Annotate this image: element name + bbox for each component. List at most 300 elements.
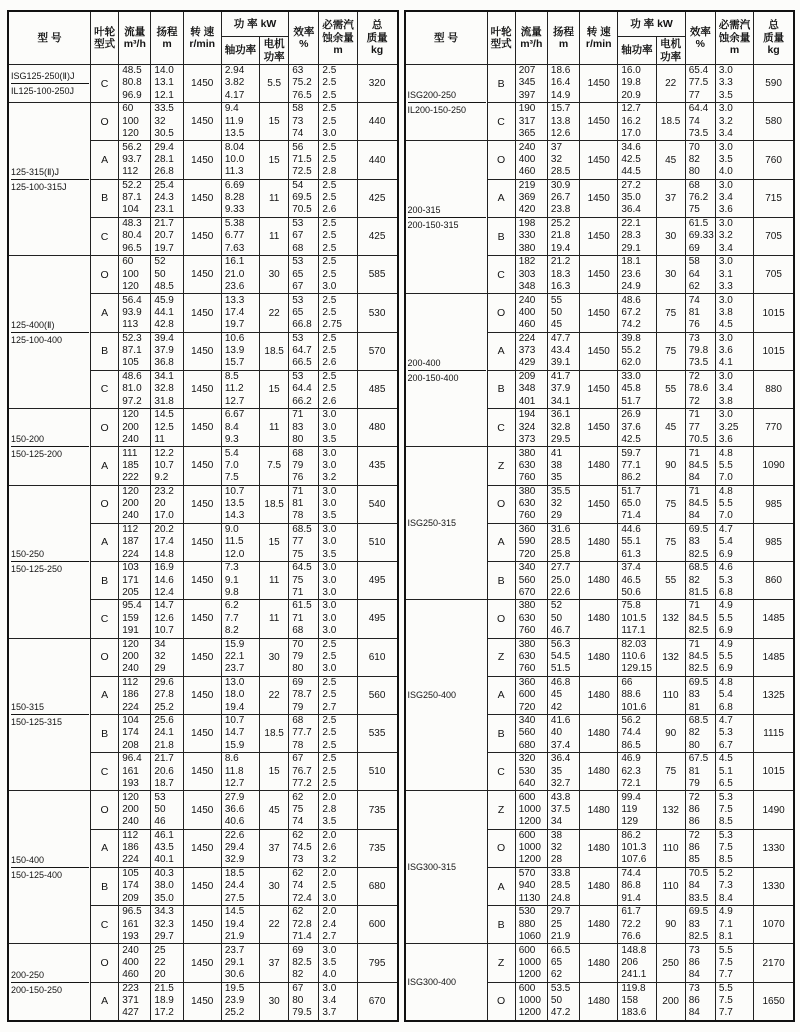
motor-power-cell: 22 xyxy=(260,676,289,714)
flow-cell-value: 460 xyxy=(518,319,536,331)
npsh-cell xyxy=(319,867,357,905)
shaft-power-cell-value: 19.4 xyxy=(224,701,245,713)
efficiency-cell xyxy=(289,714,319,752)
model-cell xyxy=(8,65,91,103)
flow-cell-value: 52.3 xyxy=(122,332,142,344)
head-cell-value: 23.8 xyxy=(550,204,571,216)
efficiency-cell-value: 62 xyxy=(292,906,304,918)
head-cell xyxy=(151,829,183,867)
impeller-type-cell: B xyxy=(487,714,515,752)
head-cell-value: 34 xyxy=(154,638,166,650)
head-cell-value: 12.2 xyxy=(154,447,174,459)
flow-cell-value: 371 xyxy=(122,995,139,1007)
efficiency-cell-value: 84 xyxy=(688,472,700,484)
npsh-cell-value: 2.5 xyxy=(322,345,337,357)
shaft-power-cell-value: 10.6 xyxy=(224,332,245,344)
flow-cell xyxy=(119,485,151,523)
flow-cell-value: 400 xyxy=(518,306,536,318)
npsh-cell-value: 5.5 xyxy=(718,650,733,662)
efficiency-cell-value: 74 xyxy=(688,294,700,306)
head-cell xyxy=(547,103,579,141)
speed-cell: 1450 xyxy=(183,638,221,676)
flow-cell-value: 1200 xyxy=(518,854,541,866)
head-cell xyxy=(151,141,183,179)
shaft-power-cell xyxy=(221,638,259,676)
head-cell-value: 20.6 xyxy=(154,765,174,777)
flow-cell-value: 1000 xyxy=(518,842,541,854)
head-cell-value: 50 xyxy=(550,612,563,624)
flow-cell-value: 1200 xyxy=(518,816,541,828)
mass-cell: 610 xyxy=(357,638,397,676)
npsh-cell-value: 3.0 xyxy=(718,332,733,344)
speed-cell: 1450 xyxy=(183,562,221,600)
efficiency-cell xyxy=(685,753,715,791)
speed-cell: 1480 xyxy=(580,676,618,714)
npsh-cell-value: 2.6 xyxy=(322,842,337,854)
npsh-cell-value: 2.5 xyxy=(322,230,337,242)
impeller-type-cell: A xyxy=(91,294,119,332)
efficiency-cell-value: 75 xyxy=(292,574,304,586)
head-cell-value: 19.4 xyxy=(550,242,571,254)
npsh-cell-value: 3.0 xyxy=(322,600,337,612)
npsh-cell-value: 2.5 xyxy=(322,103,337,115)
npsh-cell-value: 7.7 xyxy=(718,1007,733,1019)
npsh-cell-value: 5.4 xyxy=(718,536,733,548)
npsh-cell xyxy=(319,676,357,714)
speed-cell: 1450 xyxy=(580,217,618,255)
head-cell-value: 12.4 xyxy=(154,586,174,598)
efficiency-cell-value: 69.5 xyxy=(292,192,312,204)
efficiency-cell xyxy=(289,256,319,294)
efficiency-cell-value: 73 xyxy=(688,332,700,344)
efficiency-cell-value: 53 xyxy=(292,294,304,306)
npsh-cell-value: 2.5 xyxy=(322,753,337,765)
speed-cell: 1450 xyxy=(183,141,221,179)
mass-cell: 1015 xyxy=(754,332,794,370)
shaft-power-cell-value: 12.7 xyxy=(224,395,245,407)
flow-cell-value: 1200 xyxy=(518,969,541,981)
npsh-cell-value: 4.6 xyxy=(718,562,733,574)
header-efficiency: 效率 % xyxy=(289,11,319,65)
head-cell-value: 32.3 xyxy=(154,918,174,930)
motor-power-cell: 90 xyxy=(656,906,685,944)
flow-cell-value: 348 xyxy=(518,383,536,395)
npsh-cell-value: 3.2 xyxy=(718,230,733,242)
head-cell-value: 20.2 xyxy=(154,523,174,535)
head-cell-value: 47.2 xyxy=(550,1007,571,1019)
flow-cell-value: 760 xyxy=(518,663,536,675)
shaft-power-cell xyxy=(618,791,656,829)
mass-cell: 735 xyxy=(357,791,397,829)
efficiency-cell-value: 82 xyxy=(688,153,700,165)
mass-cell: 880 xyxy=(754,370,794,408)
shaft-power-cell xyxy=(618,562,656,600)
flow-cell-value: 48.3 xyxy=(122,218,142,230)
efficiency-cell-value: 71 xyxy=(292,409,304,421)
npsh-cell-value: 3.8 xyxy=(718,306,733,318)
npsh-cell xyxy=(715,370,753,408)
header-npsh: 必需汽 蚀余量 m xyxy=(715,11,753,65)
efficiency-cell-value: 73.5 xyxy=(688,128,709,139)
npsh-cell-value: 3.0 xyxy=(322,612,337,624)
flow-cell xyxy=(515,294,547,332)
motor-power-cell: 5.5 xyxy=(260,65,289,103)
flow-cell-value: 100 xyxy=(122,115,139,127)
efficiency-cell-value: 84 xyxy=(688,969,700,981)
npsh-cell-value: 2.5 xyxy=(322,371,337,383)
shaft-power-cell xyxy=(618,753,656,791)
head-cell-value: 40.3 xyxy=(154,868,174,880)
shaft-power-cell-value: 8.6 xyxy=(224,753,239,765)
head-cell-value: 12.6 xyxy=(550,128,571,139)
flow-cell-value: 940 xyxy=(518,880,536,892)
npsh-cell-value: 2.5 xyxy=(322,268,337,280)
efficiency-cell-value: 69.5 xyxy=(688,676,709,688)
head-cell xyxy=(547,714,579,752)
head-cell-value: 16.9 xyxy=(154,562,174,574)
efficiency-cell-value: 72 xyxy=(688,371,700,383)
speed-cell: 1450 xyxy=(580,256,618,294)
head-cell-value: 12.1 xyxy=(154,89,174,101)
npsh-cell-value: 2.5 xyxy=(322,179,337,191)
flow-cell xyxy=(515,217,547,255)
npsh-cell-value: 2.5 xyxy=(322,689,337,701)
flow-cell-value: 193 xyxy=(122,777,139,789)
head-cell-value: 32.7 xyxy=(550,777,571,789)
efficiency-cell-value: 78 xyxy=(292,739,304,751)
flow-cell-value: 240 xyxy=(122,663,139,675)
npsh-cell-value: 3.3 xyxy=(718,77,733,89)
head-cell-value: 47.7 xyxy=(550,332,571,344)
head-cell-value: 25.2 xyxy=(154,701,174,713)
speed-cell: 1450 xyxy=(580,409,618,447)
flow-cell-value: 420 xyxy=(518,204,536,216)
npsh-cell-value: 2.75 xyxy=(322,319,342,331)
head-cell-value: 34 xyxy=(550,816,563,828)
shaft-power-cell xyxy=(618,638,656,676)
shaft-power-cell-value: 12.0 xyxy=(224,548,245,560)
flow-cell xyxy=(119,523,151,561)
shaft-power-cell-value: 11.9 xyxy=(224,115,244,127)
shaft-power-cell xyxy=(618,906,656,944)
efficiency-cell-value: 64.7 xyxy=(292,345,312,357)
shaft-power-cell-value: 74.2 xyxy=(621,319,641,331)
head-cell xyxy=(547,906,579,944)
impeller-type-cell: C xyxy=(91,600,119,638)
model-name: IL125-100-250J xyxy=(11,86,75,97)
efficiency-cell-value: 75 xyxy=(292,548,304,560)
head-cell-value: 38 xyxy=(550,459,563,471)
npsh-cell-value: 2.6 xyxy=(322,357,337,369)
efficiency-cell-value: 71.4 xyxy=(292,930,312,942)
efficiency-cell-value: 83 xyxy=(688,689,700,701)
flow-cell-value: 120 xyxy=(122,128,139,139)
npsh-cell-value: 4.5 xyxy=(718,753,733,765)
flow-cell xyxy=(119,676,151,714)
header-head: 扬程 m xyxy=(547,11,579,65)
head-cell-value: 23.1 xyxy=(154,204,174,216)
efficiency-cell xyxy=(685,562,715,600)
flow-cell-value: 630 xyxy=(518,650,536,662)
speed-cell: 1480 xyxy=(580,791,618,829)
head-cell-value: 56.3 xyxy=(550,638,571,650)
shaft-power-cell xyxy=(221,179,259,217)
shaft-power-cell-value: 13.5 xyxy=(224,498,245,510)
shaft-power-cell-value: 9.4 xyxy=(224,103,239,115)
model-name: 125-100-400 xyxy=(11,334,63,345)
shaft-power-cell-value: 8.4 xyxy=(224,421,239,433)
npsh-cell-value: 2.5 xyxy=(322,676,337,688)
shaft-power-cell-value: 42.5 xyxy=(621,433,641,445)
head-cell xyxy=(547,256,579,294)
flow-cell xyxy=(119,562,151,600)
head-cell-value: 35 xyxy=(550,472,563,484)
head-cell-value: 29 xyxy=(550,510,563,522)
efficiency-cell-value: 71 xyxy=(688,409,700,421)
flow-cell-value: 161 xyxy=(122,765,139,777)
efficiency-cell-value: 86 xyxy=(688,956,700,968)
flow-cell xyxy=(119,179,151,217)
flow-cell-value: 80.8 xyxy=(122,77,142,89)
shaft-power-cell-value: 86.2 xyxy=(621,829,641,841)
efficiency-cell-value: 79 xyxy=(292,650,304,662)
impeller-type-cell: C xyxy=(91,370,119,408)
shaft-power-cell-value: 18.1 xyxy=(621,256,641,268)
impeller-type-cell: C xyxy=(487,409,515,447)
npsh-cell xyxy=(319,600,357,638)
impeller-type-cell: O xyxy=(91,638,119,676)
motor-power-cell: 90 xyxy=(656,714,685,752)
flow-cell-value: 400 xyxy=(122,956,139,968)
table-row xyxy=(405,447,795,485)
flow-cell-value: 373 xyxy=(518,433,536,445)
flow-cell-value: 401 xyxy=(518,395,536,407)
shaft-power-cell xyxy=(221,447,259,485)
efficiency-cell-value: 69 xyxy=(688,242,700,254)
flow-cell xyxy=(119,141,151,179)
flow-cell-value: 365 xyxy=(518,128,536,139)
shaft-power-cell xyxy=(618,447,656,485)
npsh-cell xyxy=(319,294,357,332)
efficiency-cell-value: 70.5 xyxy=(292,204,312,216)
npsh-cell-value: 5.3 xyxy=(718,727,733,739)
head-cell xyxy=(151,791,183,829)
shaft-power-cell-value: 44.5 xyxy=(621,166,641,178)
flow-cell-value: 630 xyxy=(518,459,536,471)
motor-power-cell: 11 xyxy=(260,409,289,447)
shaft-power-cell-value: 101.6 xyxy=(621,701,647,713)
npsh-cell xyxy=(319,332,357,370)
head-cell xyxy=(151,638,183,676)
head-cell-value: 37.4 xyxy=(550,739,571,751)
efficiency-cell-value: 84 xyxy=(688,510,700,522)
table-row xyxy=(8,485,398,523)
speed-cell: 1450 xyxy=(580,65,618,103)
shaft-power-cell-value: 9.1 xyxy=(224,574,239,586)
efficiency-cell-value: 67 xyxy=(292,982,304,994)
flow-cell-value: 207 xyxy=(518,65,536,77)
flow-cell-value: 95.4 xyxy=(122,600,142,612)
head-cell-value: 26.7 xyxy=(550,192,571,204)
efficiency-cell-value: 63 xyxy=(292,65,304,77)
head-cell xyxy=(151,982,183,1021)
efficiency-cell-value: 82 xyxy=(688,574,700,586)
mass-cell: 560 xyxy=(357,676,397,714)
efficiency-cell xyxy=(289,447,319,485)
shaft-power-cell-value: 6.67 xyxy=(224,409,245,421)
shaft-power-cell-value: 8.28 xyxy=(224,192,245,204)
npsh-cell xyxy=(715,447,753,485)
npsh-cell-value: 3.4 xyxy=(718,383,733,395)
efficiency-cell-value: 53 xyxy=(292,332,304,344)
mass-cell: 425 xyxy=(357,217,397,255)
impeller-type-cell: Z xyxy=(487,447,515,485)
speed-cell: 1480 xyxy=(580,562,618,600)
head-cell-value: 26.8 xyxy=(154,166,174,178)
head-cell-value: 32 xyxy=(550,153,563,165)
efficiency-cell-value: 58 xyxy=(688,256,700,268)
flow-cell xyxy=(515,141,547,179)
shaft-power-cell-value: 129 xyxy=(621,816,639,828)
head-cell-value: 15.7 xyxy=(550,103,571,115)
npsh-cell-value: 2.5 xyxy=(322,256,337,268)
head-cell-value: 23.2 xyxy=(154,485,174,497)
model-cell xyxy=(8,944,91,1021)
header-flow: 流量 m³/h xyxy=(119,11,151,65)
shaft-power-cell-value: 76.6 xyxy=(621,930,641,942)
shaft-power-cell-value: 19.5 xyxy=(224,982,245,994)
npsh-cell xyxy=(319,944,357,982)
efficiency-cell-value: 69.33 xyxy=(688,230,714,242)
npsh-cell xyxy=(715,714,753,752)
shaft-power-cell-value: 9.3 xyxy=(224,433,239,445)
shaft-power-cell xyxy=(221,485,259,523)
efficiency-cell-value: 75.2 xyxy=(292,77,312,89)
efficiency-cell-value: 79 xyxy=(688,777,700,789)
head-cell xyxy=(151,485,183,523)
shaft-power-cell-value: 16.2 xyxy=(621,115,641,127)
motor-power-cell: 75 xyxy=(656,523,685,561)
head-cell-value: 50 xyxy=(154,268,166,280)
head-cell-value: 43.8 xyxy=(550,791,571,803)
npsh-cell-value: 3.5 xyxy=(322,816,337,828)
mass-cell: 1650 xyxy=(754,982,794,1021)
header-shaft-power: 轴功率 xyxy=(618,37,656,65)
npsh-cell-value: 3.0 xyxy=(718,218,733,230)
speed-cell: 1450 xyxy=(183,600,221,638)
shaft-power-cell xyxy=(221,944,259,982)
mass-cell: 985 xyxy=(754,523,794,561)
efficiency-cell xyxy=(289,523,319,561)
mass-cell: 1325 xyxy=(754,676,794,714)
npsh-cell-value: 6.8 xyxy=(718,586,733,598)
head-cell-value: 21.5 xyxy=(154,982,174,994)
head-cell-value: 33.5 xyxy=(154,103,174,115)
flow-cell-value: 174 xyxy=(122,727,139,739)
npsh-cell-value: 5.3 xyxy=(718,574,733,586)
shaft-power-cell-value: 12.7 xyxy=(224,777,245,789)
shaft-power-cell-value: 88.6 xyxy=(621,689,641,701)
flow-cell-value: 219 xyxy=(518,179,536,191)
table-header xyxy=(8,11,398,65)
head-cell-value: 21.2 xyxy=(550,256,571,268)
head-cell xyxy=(547,791,579,829)
efficiency-cell-value: 70 xyxy=(292,638,304,650)
flow-cell-value: 193 xyxy=(122,930,139,942)
npsh-cell xyxy=(319,217,357,255)
shaft-power-cell-value: 8.04 xyxy=(224,141,245,153)
head-cell xyxy=(151,447,183,485)
shaft-power-cell-value: 158 xyxy=(621,995,639,1007)
head-cell-value: 36.8 xyxy=(154,357,174,369)
shaft-power-cell-value: 18.5 xyxy=(224,868,245,880)
impeller-type-cell: O xyxy=(91,485,119,523)
npsh-cell-value: 2.5 xyxy=(322,765,337,777)
flow-cell-value: 427 xyxy=(122,1007,139,1019)
shaft-power-cell xyxy=(221,600,259,638)
motor-power-cell: 75 xyxy=(656,753,685,791)
flow-cell-value: 60 xyxy=(122,103,134,115)
flow-cell-value: 240 xyxy=(122,816,139,828)
shaft-power-cell-value: 40.6 xyxy=(224,816,245,828)
head-cell-value: 65 xyxy=(550,956,563,968)
head-cell-value: 18.7 xyxy=(154,777,174,789)
head-cell-value: 48.5 xyxy=(154,280,174,292)
shaft-power-cell xyxy=(221,829,259,867)
npsh-cell-value: 2.5 xyxy=(322,650,337,662)
motor-power-cell: 15 xyxy=(260,141,289,179)
efficiency-cell xyxy=(685,256,715,294)
header-speed: 转 速 r/min xyxy=(580,11,618,65)
npsh-cell-value: 5.5 xyxy=(718,982,733,994)
flow-cell-value: 185 xyxy=(122,459,139,471)
flow-cell-value: 345 xyxy=(518,77,536,89)
flow-cell-value: 400 xyxy=(518,153,536,165)
head-cell-value: 30.5 xyxy=(154,128,174,139)
impeller-type-cell: A xyxy=(487,867,515,905)
motor-power-cell: 11 xyxy=(260,179,289,217)
efficiency-cell-value: 83 xyxy=(688,918,700,930)
head-cell-value: 32 xyxy=(550,498,563,510)
efficiency-cell-value: 66.2 xyxy=(292,395,312,407)
head-cell-value: 32.8 xyxy=(550,421,571,433)
efficiency-cell-value: 71 xyxy=(688,600,700,612)
flow-cell-value: 81.0 xyxy=(122,383,142,395)
efficiency-cell-value: 68 xyxy=(292,625,304,637)
header-impeller-type: 叶轮 型式 xyxy=(91,11,119,65)
shaft-power-cell xyxy=(221,867,259,905)
npsh-cell-value: 3.1 xyxy=(718,268,733,280)
flow-cell xyxy=(119,753,151,791)
head-cell xyxy=(547,829,579,867)
head-cell-value: 37.9 xyxy=(550,383,571,395)
flow-cell-value: 96.4 xyxy=(122,753,142,765)
mass-cell: 680 xyxy=(357,867,397,905)
efficiency-cell-value: 73 xyxy=(292,115,304,127)
npsh-cell-value: 3.0 xyxy=(322,944,337,956)
flow-cell-value: 760 xyxy=(518,625,536,637)
flow-cell-value: 103 xyxy=(122,562,139,574)
shaft-power-cell-value: 7.63 xyxy=(224,242,245,254)
shaft-power-cell xyxy=(618,332,656,370)
mass-cell: 530 xyxy=(357,294,397,332)
head-cell-value: 35.0 xyxy=(154,892,174,904)
efficiency-cell-value: 67.5 xyxy=(688,753,709,765)
npsh-cell-value: 4.9 xyxy=(718,600,733,612)
efficiency-cell xyxy=(289,638,319,676)
efficiency-cell-value: 79.8 xyxy=(688,345,709,357)
efficiency-cell-value: 68.5 xyxy=(688,562,709,574)
